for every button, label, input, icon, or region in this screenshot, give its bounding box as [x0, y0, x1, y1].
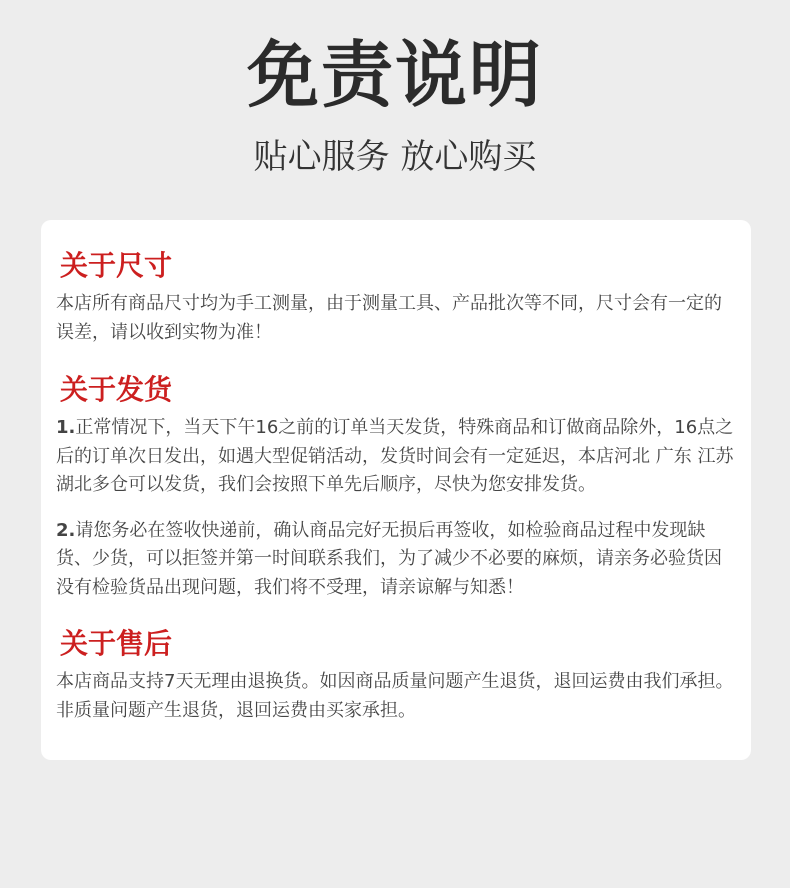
section-paragraph — [56, 290, 736, 347]
section-heading: 关于发货 — [60, 373, 173, 406]
section-after-sales — [56, 626, 736, 725]
page-title: 免责说明 — [246, 33, 543, 117]
section-paragraph — [56, 517, 736, 603]
page-subtitle: 贴心服务 放心购买 — [253, 137, 537, 177]
paragraph-number: 1. — [56, 417, 76, 438]
section-paragraph — [56, 668, 736, 725]
section-shipping — [56, 372, 736, 602]
section-heading: 关于售后 — [60, 627, 173, 660]
section-heading: 关于尺寸 — [60, 249, 173, 282]
disclaimer-card — [41, 220, 751, 760]
paragraph-text: 本店商品支持7天无理由退换货。如因商品质量问题产生退货，退回运费由我们承担。非质量问题产生退货，退回运费由买家承担。 — [56, 671, 734, 721]
section-paragraph — [56, 414, 736, 500]
section-size — [56, 248, 736, 347]
paragraph-number: 2. — [56, 519, 76, 541]
paragraph-text: 本店所有商品尺寸均为手工测量，由于测量工具、产品批次等不同，尺寸会有一定的误差，请以收到实物为准！ — [56, 293, 722, 343]
paragraph-text: 正常情况下，当天下午16之前的订单当天发货，特殊商品和订做商品除外，16点之后的订单次日发出，如遇大型促销活动，发货时间会有一定延迟，本店河北 广东 江苏 湖北多仓可以发货，我们会按照下单先后顺序，尽快为您安排发货。 — [56, 417, 734, 495]
paragraph-text: 请您务必在签收快递前，确认商品完好无损后再签收，如检验商品过程中发现缺货、少货，可以拒签并第一时间联系我们，为了减少不必要的麻烦，请亲务必验货因没有检验货品出现问题，我们将不受理，请亲谅解与知悉！ — [56, 519, 722, 598]
